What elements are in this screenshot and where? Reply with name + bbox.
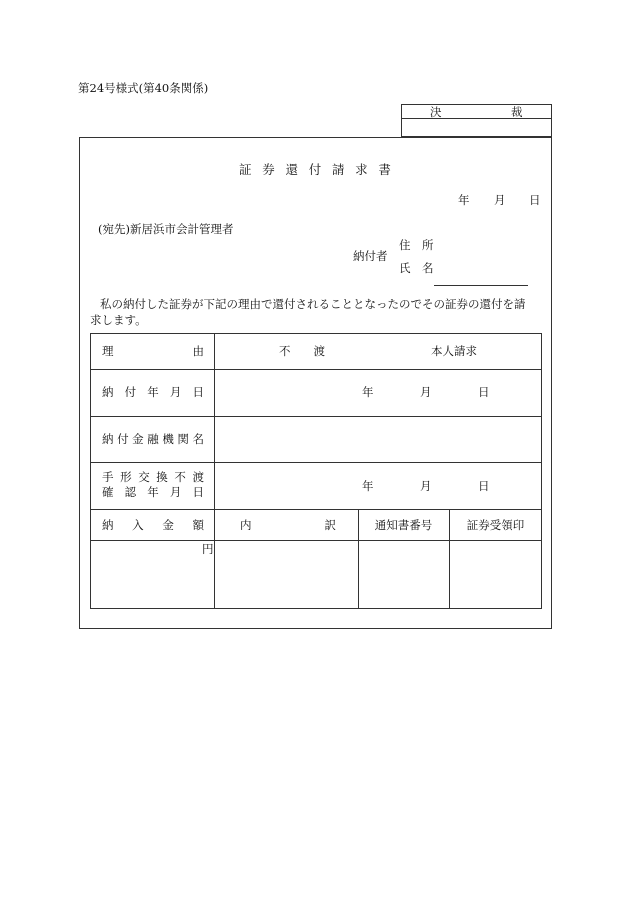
- date-month-label: 月: [494, 193, 506, 207]
- payment-date-day: 日: [478, 385, 490, 399]
- bill-date-year: 年: [362, 479, 374, 493]
- approval-box-divider: [401, 118, 552, 119]
- reason-option-dishonored: 不 渡: [279, 344, 325, 358]
- addressee: (宛先)新居浜市会計管理者: [98, 222, 234, 236]
- statement-line-1: 私の納付した証券が下記の理由で還付されることとなったのでその証券の還付を請: [100, 297, 526, 311]
- date-year-label: 年: [458, 193, 470, 207]
- payer-signature-line: [434, 285, 528, 286]
- payment-date-label: 納 付 年 月 日: [102, 385, 204, 399]
- reason-label: 理 由: [102, 344, 204, 358]
- yen-unit: 円: [202, 542, 214, 556]
- bill-date-month: 月: [420, 479, 432, 493]
- amount-label: 納 入 金 額: [102, 518, 204, 532]
- bill-label-line-1: 手 形 交 換 不 渡: [102, 470, 204, 484]
- date-day-label: 日: [529, 193, 541, 207]
- table-row-divider: [90, 540, 542, 541]
- form-title: 証 券 還 付 請 求 書: [239, 162, 391, 177]
- payment-date-month: 月: [420, 385, 432, 399]
- table-row-divider: [90, 462, 542, 463]
- approval-label-2: 裁: [511, 105, 523, 119]
- bill-date-day: 日: [478, 479, 490, 493]
- payer-address-label: 住 所: [399, 238, 434, 252]
- approval-label-1: 決: [430, 105, 442, 119]
- table-row-divider: [90, 509, 542, 510]
- table-col-divider: [214, 333, 215, 609]
- table-row-divider: [90, 416, 542, 417]
- form-number: 第24号様式(第40条関係): [78, 81, 209, 95]
- approval-box: [401, 104, 552, 137]
- payer-name-label: 氏 名: [399, 261, 434, 275]
- payment-date-year: 年: [362, 385, 374, 399]
- statement-line-2: 求します。: [90, 313, 147, 327]
- reason-option-self-request: 本人請求: [431, 344, 477, 358]
- bill-label-line-2: 確 認 年 月 日: [102, 485, 204, 499]
- table-row-divider: [90, 369, 542, 370]
- institution-label: 納 付 金 融 機 関 名: [102, 432, 204, 446]
- notice-number-label: 通知書番号: [374, 518, 433, 532]
- receipt-seal-label: 証券受領印: [466, 518, 525, 532]
- breakdown-label: 内 訳: [240, 518, 336, 532]
- payer-label: 納付者: [353, 249, 388, 263]
